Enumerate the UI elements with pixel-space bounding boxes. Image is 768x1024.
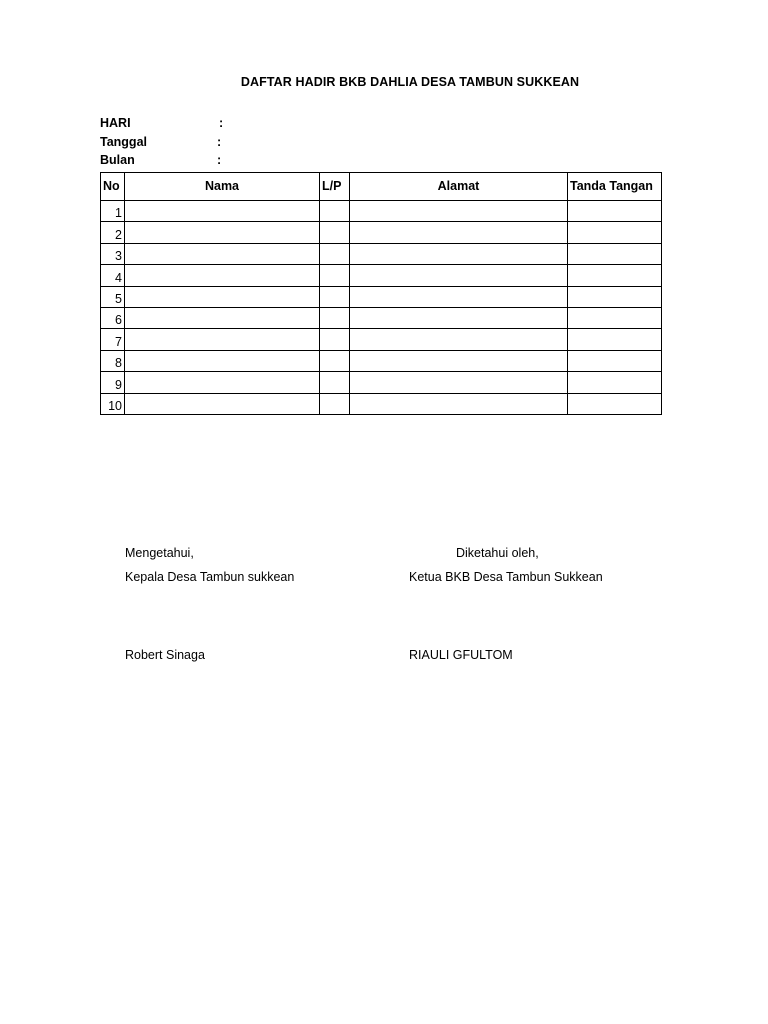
- header-tanda-tangan: Tanda Tangan: [568, 173, 662, 201]
- document-title: DAFTAR HADIR BKB DAHLIA DESA TAMBUN SUKKEAN: [240, 75, 580, 89]
- lp-cell: [320, 372, 350, 393]
- lp-cell: [320, 393, 350, 414]
- meta-label-bulan: Bulan: [100, 153, 135, 167]
- alamat-cell: [350, 201, 568, 222]
- meta-colon-tanggal: :: [217, 135, 222, 149]
- lp-cell: [320, 329, 350, 350]
- alamat-cell: [350, 286, 568, 307]
- tanda-tangan-cell: [568, 372, 662, 393]
- alamat-cell: [350, 243, 568, 264]
- meta-colon-hari: :: [219, 116, 224, 130]
- alamat-cell: [350, 372, 568, 393]
- alamat-cell: [350, 350, 568, 371]
- tanda-tangan-cell: [568, 329, 662, 350]
- lp-cell: [320, 286, 350, 307]
- header-nama: Nama: [125, 173, 320, 201]
- header-no: No: [101, 173, 125, 201]
- tanda-tangan-cell: [568, 393, 662, 414]
- lp-cell: [320, 243, 350, 264]
- table-row: [101, 372, 662, 393]
- meta-label-hari: HARI: [100, 116, 131, 130]
- header-lp: L/P: [320, 173, 350, 201]
- alamat-cell: [350, 222, 568, 243]
- lp-cell: [320, 265, 350, 286]
- nama-cell: [125, 286, 320, 307]
- table-row: [101, 201, 662, 222]
- row-number-cell: 4: [101, 265, 125, 286]
- alamat-cell: [350, 307, 568, 328]
- right-acknowledge-text: Diketahui oleh,: [456, 546, 539, 560]
- alamat-cell: [350, 329, 568, 350]
- nama-cell: [125, 329, 320, 350]
- lp-cell: [320, 222, 350, 243]
- right-position-text: Ketua BKB Desa Tambun Sukkean: [409, 570, 603, 584]
- row-number-cell: 5: [101, 286, 125, 307]
- table-row: [101, 393, 662, 414]
- row-number-cell: 2: [101, 222, 125, 243]
- alamat-cell: [350, 393, 568, 414]
- table-row: [101, 222, 662, 243]
- left-signatory-name: Robert Sinaga: [125, 648, 205, 662]
- header-alamat: Alamat: [350, 173, 568, 201]
- tanda-tangan-cell: [568, 307, 662, 328]
- row-number-cell: 9: [101, 372, 125, 393]
- tanda-tangan-cell: [568, 286, 662, 307]
- tanda-tangan-cell: [568, 243, 662, 264]
- nama-cell: [125, 265, 320, 286]
- row-number-cell: 7: [101, 329, 125, 350]
- left-acknowledge-text: Mengetahui,: [125, 546, 194, 560]
- meta-label-tanggal: Tanggal: [100, 135, 147, 149]
- nama-cell: [125, 243, 320, 264]
- tanda-tangan-cell: [568, 222, 662, 243]
- lp-cell: [320, 350, 350, 371]
- nama-cell: [125, 222, 320, 243]
- table-row: [101, 243, 662, 264]
- nama-cell: [125, 201, 320, 222]
- table-row: [101, 265, 662, 286]
- nama-cell: [125, 307, 320, 328]
- row-number-cell: 6: [101, 307, 125, 328]
- tanda-tangan-cell: [568, 265, 662, 286]
- meta-colon-bulan: :: [217, 153, 222, 167]
- tanda-tangan-cell: [568, 350, 662, 371]
- nama-cell: [125, 350, 320, 371]
- nama-cell: [125, 372, 320, 393]
- row-number-cell: 1: [101, 201, 125, 222]
- left-position-text: Kepala Desa Tambun sukkean: [125, 570, 295, 584]
- right-signatory-name: RIAULI GFULTOM: [409, 648, 513, 662]
- table-header-row: [101, 173, 662, 201]
- table-row: [101, 286, 662, 307]
- nama-cell: [125, 393, 320, 414]
- lp-cell: [320, 201, 350, 222]
- lp-cell: [320, 307, 350, 328]
- alamat-cell: [350, 265, 568, 286]
- table-row: [101, 350, 662, 371]
- row-number-cell: 3: [101, 243, 125, 264]
- row-number-cell: 8: [101, 350, 125, 371]
- table-row: [101, 307, 662, 328]
- tanda-tangan-cell: [568, 201, 662, 222]
- table-row: [101, 329, 662, 350]
- row-number-cell: 10: [101, 393, 125, 414]
- attendance-table: [100, 172, 662, 415]
